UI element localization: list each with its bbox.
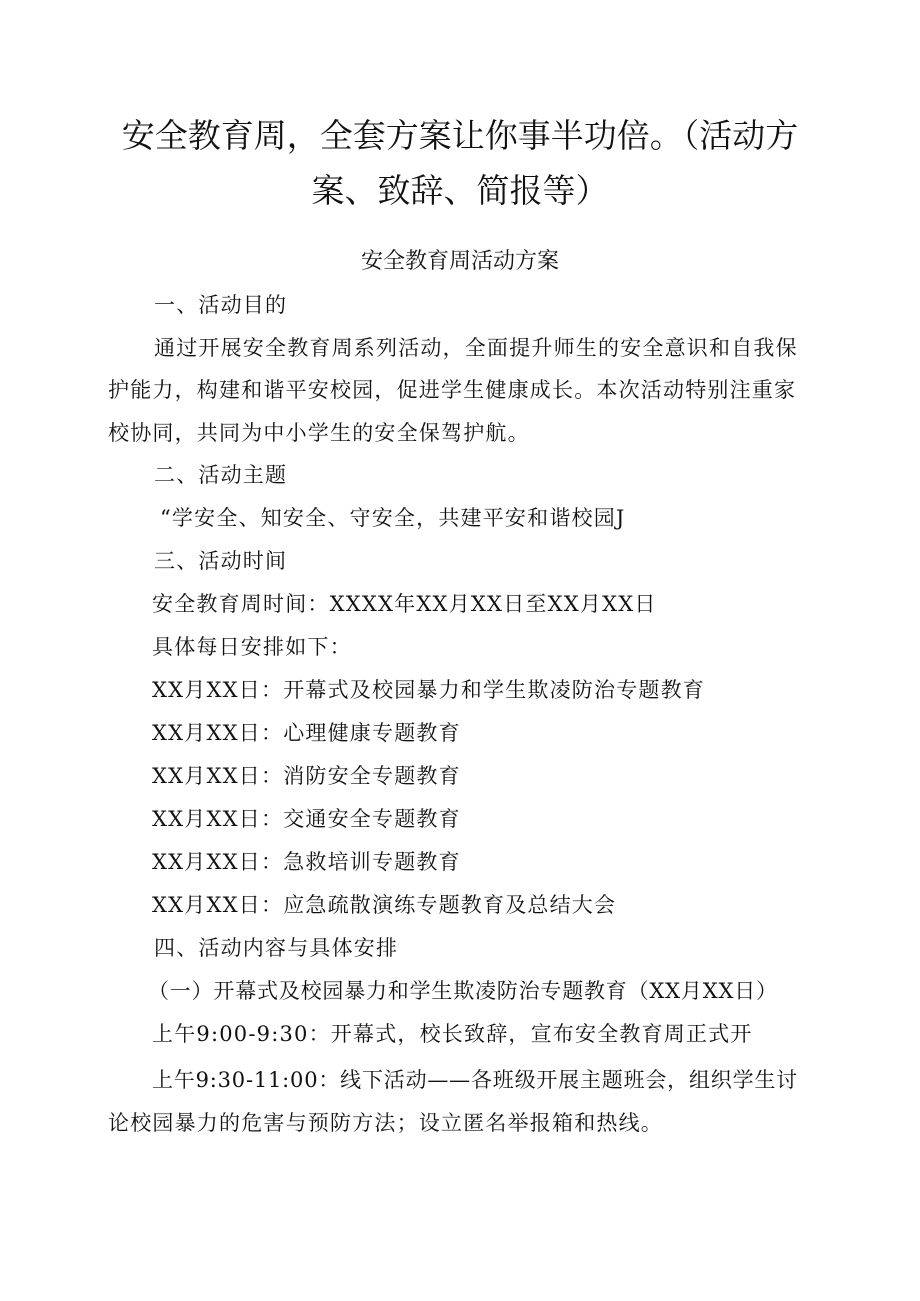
paragraph-line: 通过开展安全教育周系列活动，全面提升师生的安全意识和自我保 [154, 336, 798, 360]
schedule-item: XX月XX日：开幕式及校园暴力和学生欺凌防治专题教育 [152, 678, 705, 702]
schedule-intro: 具体每日安排如下： [152, 635, 352, 659]
schedule-item: XX月XX日：心理健康专题教育 [152, 721, 461, 745]
schedule-item: XX月XX日：急救培训专题教育 [152, 850, 461, 874]
schedule-item: XX月XX日：应急疏散演练专题教育及总结大会 [152, 893, 617, 917]
heading-time: 三、活动时间 [154, 549, 288, 573]
paragraph-line: 校协同，共同为中小学生的安全保驾护航。 [108, 421, 530, 445]
title-line-2: 案、致辞、简报等） [311, 171, 609, 210]
heading-content: 四、活动内容与具体安排 [154, 936, 399, 960]
agenda-item: 论校园暴力的危害与预防方法；设立匿名举报箱和热线。 [108, 1111, 663, 1135]
time-text: 安全教育周时间：XXXX年XX月XX日至XX月XX日 [152, 592, 657, 616]
heading-theme: 二、活动主题 [154, 463, 288, 487]
agenda-item: 上午9:30-11:00：线下活动——各班级开展主题班会，组织学生讨 [152, 1068, 798, 1092]
agenda-item: 上午9:00-9:30：开幕式，校长致辞，宣布安全教育周正式开 [152, 1022, 753, 1046]
theme-text: “学安全、知安全、守安全，共建平安和谐校园J [160, 506, 626, 530]
paragraph-line: 护能力，构建和谐平安校园，促进学生健康成长。本次活动特别注重家 [108, 378, 797, 402]
schedule-item: XX月XX日：消防安全专题教育 [152, 764, 461, 788]
title-line-1: 安全教育周，全套方案让你事半功倍。（活动方 [121, 116, 799, 155]
schedule-item: XX月XX日：交通安全专题教育 [152, 807, 461, 831]
heading-purpose: 一、活动目的 [154, 293, 288, 317]
document-title [100, 108, 820, 218]
subsection-heading: （一）开幕式及校园暴力和学生欺凌防治专题教育（XX月XX日） [148, 979, 778, 1003]
section-title: 安全教育周活动方案 [360, 249, 559, 274]
